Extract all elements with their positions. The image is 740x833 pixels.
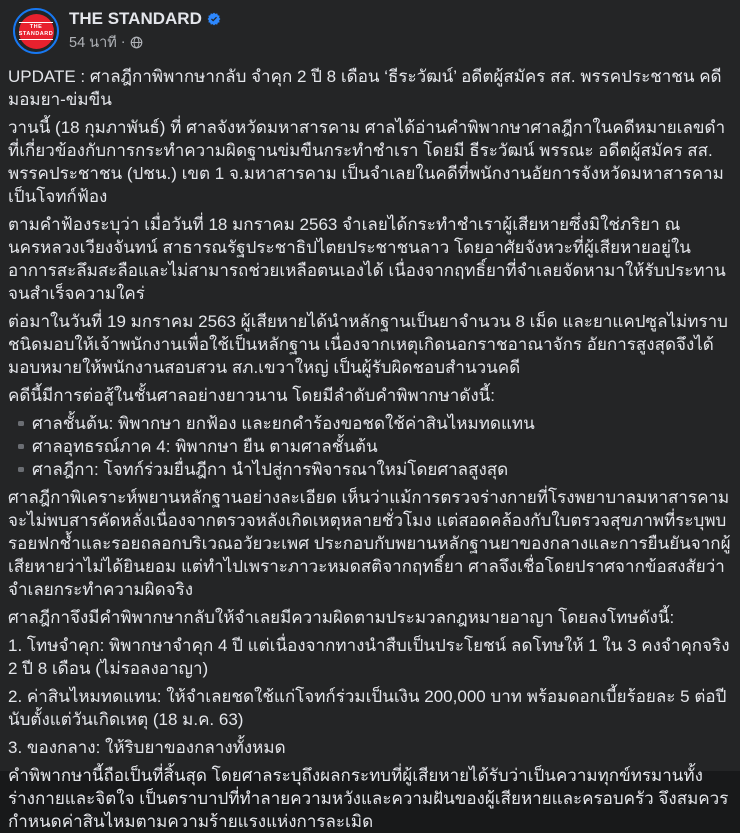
post-timestamp[interactable]: 54 นาที bbox=[69, 34, 117, 51]
post-meta-row bbox=[69, 31, 221, 54]
the-standard-logo bbox=[19, 14, 54, 49]
avatar-logo-text bbox=[19, 22, 53, 40]
post-paragraph-7: 1. โทษจำคุก: พิพากษาจำคุก 4 ปี แต่เนื่องจากทางนำสืบเป็นประโยชน์ ลดโทษให้ 1 ใน 3 คงจำคุกจริง 2 ปี 8 เดือน (ไม่รอลงอาญา) bbox=[8, 636, 730, 678]
post-paragraph-9: 3. ของกลาง: ให้ริบยาของกลางทั้งหมด bbox=[8, 738, 286, 757]
post-text bbox=[0, 58, 740, 833]
page-name-link[interactable]: THE STANDARD bbox=[69, 8, 202, 28]
verdict-list-item-2: ศาลอุทธรณ์ภาค 4: พิพากษา ยืน ตามศาลชั้นต้น bbox=[32, 435, 732, 458]
meta-separator: · bbox=[120, 34, 126, 50]
header-meta bbox=[69, 9, 221, 54]
avatar-logo-line1: THE bbox=[29, 23, 43, 30]
avatar-logo-line2: STANDARD bbox=[18, 31, 54, 37]
post-paragraph-1: วานนี้ (18 กุมภาพันธ์) ที่ ศาลจังหวัดมหาสารคาม ศาลได้อ่านคำพิพากษาศาลฎีกาในคดีหมายเลขดำที่เกี่ยวข้องกับการกระทำความผิดฐานข่มขืนกระทำชำเรา โดยมี ธีระวัฒน์ พรรณะ อดีตผู้สมัคร สส. พรรคประชาชน (ปชน.) เขต 1 จ.มหาสารคาม เป็นจำเลยในคดีที่พนักงานอัยการจังหวัดมหาสารคามเป็นโจทก์ฟ้อง bbox=[8, 118, 726, 206]
post-paragraph-4: คดีนี้มีการต่อสู้ในชั้นศาลอย่างยาวนาน โดยมีลำดับคำพิพากษาดังนี้: bbox=[8, 386, 495, 405]
globe-icon bbox=[130, 36, 143, 49]
post-paragraph-10: คำพิพากษานี้ถือเป็นที่สิ้นสุด โดยศาลระบุถึงผลกระทบที่ผู้เสียหายได้รับว่าเป็นความทุกข์ทรมานทั้งร่างกายและจิตใจ เป็นตราบาปที่ทำลายความหวังและความฝันของผู้เสียหายและครอบครัว จึงสมควรกำหนดค่าสินไหมตามความร้ายแรงแห่งการละเมิด bbox=[8, 766, 729, 831]
verdict-list-item-3: ศาลฎีกา: โจทก์ร่วมยื่นฎีกา นำไปสู่การพิจารณาใหม่โดยศาลสูงสุด bbox=[32, 458, 732, 481]
post-paragraph-3: ต่อมาในวันที่ 19 มกราคม 2563 ผู้เสียหายได้นำหลักฐานเป็นยาจำนวน 8 เม็ด และยาแคปซูลไม่ทราบชนิดมอบให้เจ้าพนักงานเพื่อใช้เป็นหลักฐาน เนื่องจากเหตุเกิดนอกราชอาณาจักร อัยการสูงสุดจึงได้มอบหมายให้พนักงานสอบสวน สภ.เขวาใหญ่ เป็นผู้รับผิดชอบสำนวนคดี bbox=[8, 312, 728, 377]
post-paragraph-update: UPDATE : ศาลฎีกาพิพากษากลับ จำคุก 2 ปี 8 เดือน ‘ธีระวัฒน์’ อดีตผู้สมัคร สส. พรรคประชาชน คดีมอมยา-ข่มขืน bbox=[8, 67, 722, 109]
verdict-history-list bbox=[8, 412, 732, 481]
verdict-list-item-1: ศาลชั้นต้น: พิพากษา ยกฟ้อง และยกคำร้องขอชดใช้ค่าสินไหมทดแทน bbox=[32, 412, 732, 435]
post-header bbox=[0, 0, 740, 58]
verified-badge-icon bbox=[207, 12, 221, 26]
post-paragraph-8: 2. ค่าสินไหมทดแทน: ให้จำเลยชดใช้แก่โจทก์ร่วมเป็นเงิน 200,000 บาท พร้อมดอกเบี้ยร้อยละ 5 ต่อปี นับตั้งแต่วันเกิดเหตุ (18 ม.ค. 63) bbox=[8, 687, 727, 729]
post-paragraph-6: ศาลฎีกาจึงมีคำพิพากษากลับให้จำเลยมีความผิดตามประมวลกฎหมายอาญา โดยลงโทษดังนี้: bbox=[8, 608, 675, 627]
post-paragraph-2: ตามคำฟ้องระบุว่า เมื่อวันที่ 18 มกราคม 2563 จำเลยได้กระทำชำเราผู้เสียหายซึ่งมิใช่ภริยา ณ นครหลวงเวียงจันทน์ สาธารณรัฐประชาธิปไตยประชาชนลาว โดยอาศัยจังหวะที่ผู้เสียหายอยู่ในอาการสะลึมสะลือและไม่สามารถช่วยเหลือตนเองได้ เนื่องจากฤทธิ์ยาที่จำเลยจัดหามาให้รับประทานจนสำเร็จความใคร่ bbox=[8, 215, 726, 303]
post-paragraph-5: ศาลฎีกาพิเคราะห์พยานหลักฐานอย่างละเอียด เห็นว่าแม้การตรวจร่างกายที่โรงพยาบาลมหาสารคามจะไม่พบสารคัดหลั่งเนื่องจากตรวจหลังเกิดเหตุหลายชั่วโมง แต่สอดคล้องกับใบตรวจสุขภาพที่ระบุพบรอยฟกช้ำและรอยถลอกบริเวณอวัยวะเพศ ประกอบกับพยานหลักฐานยาของกลางและการยืนยันจากผู้เสียหายว่าไม่ได้ยินยอม แต่ทำไปเพราะภาวะหมดสติจากฤทธิ์ยา ศาลจึงเชื่อโดยปราศจากข้อสงสัยว่าจำเลยกระทำความผิดจริง bbox=[8, 488, 731, 599]
page-avatar[interactable] bbox=[13, 8, 59, 54]
